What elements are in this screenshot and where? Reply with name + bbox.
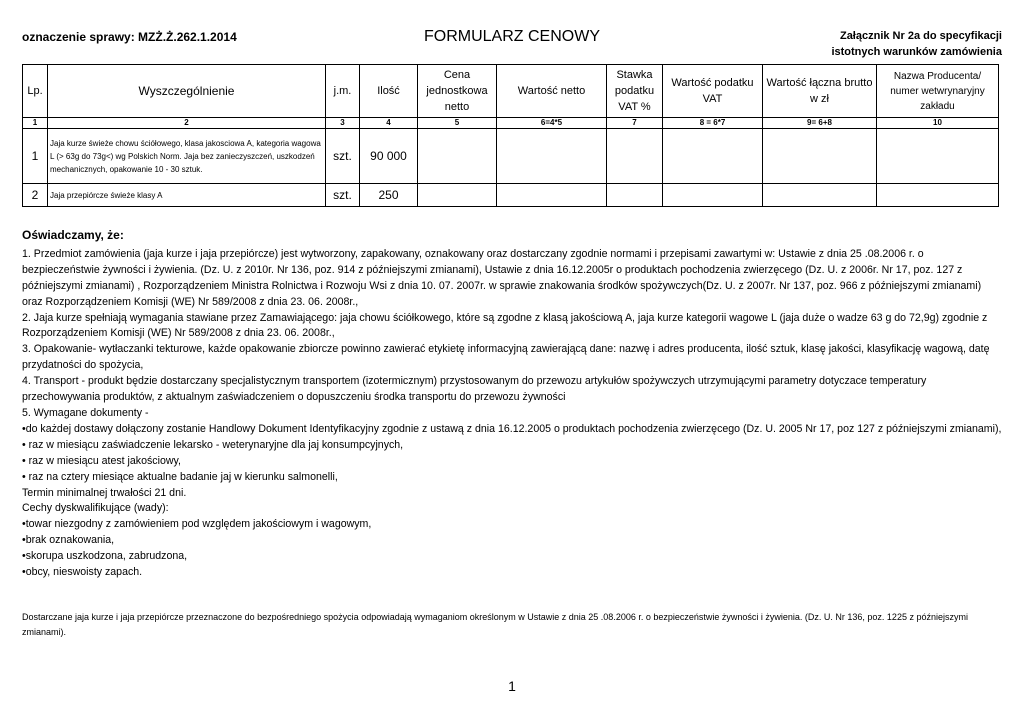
- gross-value-cell[interactable]: [763, 184, 877, 207]
- declaration-line: •obcy, nieswoisty zapach.: [22, 566, 143, 579]
- col-number: 2: [48, 118, 326, 129]
- col-header-gross-value: Wartość łączna brutto w zł: [763, 65, 877, 118]
- declaration-line: •do każdej dostawy dołączony zostanie Handlowy Dokument Identyfikacyjny zgodnie z ustawą z dnia 16.12.2005 o produktach pochodzenia zwierzęcego (Dz. U. 2005 Nr 17, poz 127 z późniejszymi zmianami),: [22, 422, 1002, 435]
- table-row: [23, 129, 999, 184]
- net-value-cell[interactable]: [497, 184, 607, 207]
- row-unit: szt.: [326, 129, 360, 184]
- col-header-vat-value: Wartość podatku VAT: [663, 65, 763, 118]
- col-number: 4: [360, 118, 418, 129]
- declaration-section: [22, 228, 1002, 581]
- vat-rate-cell[interactable]: [607, 184, 663, 207]
- declaration-line: 1. Przedmiot zamówienia (jaja kurze i jaja przepiórcze) jest wytworzony, zapakowany, oznakowany oraz dostarczany zgodnie normami i przepisami zawartymi w: Ustawie z dnia 25 .08.2006 r. o bezpieczeństwie żywności i żywienia. (Dz. U. z 2010r. Nr 136, poz. 914 z późniejszymi zmianami), Ustawie z dnia 16.12.2005r o produktach pochodzenia zwierzęcego (Dz. U. z 2006r. Nr 17, poz. 127 z późniejszymi zmianami) , Rozporządzeniem Ministra Rolnictwa i Rozwoju Wsi z dnia 10. 07. 2007r. w sprawie znakowania środków spożywczych(Dz. U. z 2007r. Nr 137, poz. 966 z późniejszymi zmianami) oraz Rozporządzeniem Komisji (WE) Nr 589/2008 z dnia 23. 06. 2008r.,: [22, 247, 982, 308]
- col-number: 5: [418, 118, 497, 129]
- unit-price-cell[interactable]: [418, 129, 497, 184]
- declaration-line: 2. Jaja kurze spełniają wymagania stawiane przez Zamawiającego: jaja chowu ściółkowego, które są zgodne z klasą jakościową A, jaja kurze kategorii wagowe L (jaja duże o wadze 63 g do 72,9g) zgodnie z Rozporządzeniem Komisji (WE) Nr 589/2008 z dnia 23. 06. 2008r.,: [22, 311, 988, 340]
- declaration-heading: Oświadczamy, że:: [22, 228, 124, 242]
- col-number: 9= 6+8: [763, 118, 877, 129]
- annex-line-2: istotnych warunków zamówienia: [831, 46, 1002, 58]
- col-number: 1: [23, 118, 48, 129]
- col-header-vat-rate: Stawka podatku VAT %: [607, 65, 663, 118]
- table-row: [23, 184, 999, 207]
- declaration-line: •brak oznakowania,: [22, 534, 115, 547]
- row-lp: 1: [23, 129, 48, 184]
- col-number: 6=4*5: [497, 118, 607, 129]
- declaration-line: 3. Opakowanie- wytłaczanki tekturowe, każde opakowanie zbiorcze powinno zawierać etykietę informacyjną zawierającą dane: nazwę i adres producenta, ilość sztuk, klasę jakości, klasyfikację wagową, datę przydatności do spożycia,: [22, 343, 990, 372]
- col-number: 10: [877, 118, 999, 129]
- row-quantity: 250: [360, 184, 418, 207]
- col-header-description: Wyszczególnienie: [48, 65, 326, 118]
- declaration-line: • raz w miesiącu zaświadczenie lekarsko - weterynaryjne dla jaj konsumpcyjnych,: [22, 438, 404, 451]
- declaration-line: Termin minimalnej trwałości 21 dni.: [22, 486, 187, 499]
- col-header-producer: Nazwa Producenta/ numer wetwrynaryjny zakładu: [877, 65, 999, 118]
- declaration-line: • raz w miesiącu atest jakościowy,: [22, 454, 181, 467]
- footer-note: Dostarczane jaja kurze i jaja przepiórcze przeznaczone do bezpośredniego spożycia odpowiadają wymaganiom określonym w Ustawie z dnia 25 .08.2006 r. o bezpieczeństwie żywności i żywienia. (Dz. U. Nr 136, poz. 1225 z późniejszymi zmianami).: [22, 612, 968, 637]
- gross-value-cell[interactable]: [763, 129, 877, 184]
- annex-note: [831, 28, 1002, 60]
- declaration-line: 4. Transport - produkt będzie dostarczany specjalistycznym transportem (izotermicznym) przystosowanym do przewozu artykułów spożywczych utrzymującymi parametry dotyczace temperatury przechowywania produktów, z aktualnym zaświadczeniem o dopuszczeniu środka transportu do przewozu żywności: [22, 375, 927, 404]
- col-header-unit: j.m.: [326, 65, 360, 118]
- declaration-line: •towar niezgodny z zamówieniem pod względem jakościowym i wagowym,: [22, 518, 372, 531]
- row-description: Jaja przepiórcze świeże klasy A: [48, 184, 326, 207]
- unit-price-cell[interactable]: [418, 184, 497, 207]
- declaration-line: Cechy dyskwalifikujące (wady):: [22, 502, 169, 515]
- col-header-quantity: Ilość: [360, 65, 418, 118]
- column-numbers-row: [23, 118, 999, 129]
- declaration-line: • raz na cztery miesiące aktualne badanie jaj w kierunku salmonelli,: [22, 470, 338, 483]
- page-number: 1: [508, 678, 516, 694]
- page-title: FORMULARZ CENOWY: [424, 28, 600, 45]
- producer-cell[interactable]: [877, 129, 999, 184]
- row-unit: szt.: [326, 184, 360, 207]
- vat-rate-cell[interactable]: [607, 129, 663, 184]
- price-table: [22, 64, 999, 207]
- row-description: Jaja kurze świeże chowu ściółowego, klasa jakosciowa A, kategoria wagowa L (> 63g do 73g<) wg Polskich Norm. Jaja bez zanieczyszczeń, uszkodzeń mechanicznych, opakowanie 10 - 30 sztuk.: [48, 129, 326, 184]
- col-number: 8 = 6*7: [663, 118, 763, 129]
- net-value-cell[interactable]: [497, 129, 607, 184]
- row-quantity: 90 000: [360, 129, 418, 184]
- vat-value-cell[interactable]: [663, 129, 763, 184]
- col-number: 7: [607, 118, 663, 129]
- annex-line-1: Załącznik Nr 2a do specyfikacji: [839, 30, 1002, 42]
- producer-cell[interactable]: [877, 184, 999, 207]
- table-header-row: [23, 65, 999, 118]
- declaration-line: •skorupa uszkodzona, zabrudzona,: [22, 550, 188, 563]
- declaration-line: 5. Wymagane dokumenty -: [22, 406, 149, 419]
- col-header-lp: Lp.: [23, 65, 48, 118]
- case-reference: oznaczenie sprawy: MZŻ.Ż.262.1.2014: [22, 30, 237, 44]
- row-lp: 2: [23, 184, 48, 207]
- col-number: 3: [326, 118, 360, 129]
- vat-value-cell[interactable]: [663, 184, 763, 207]
- col-header-net-value: Wartość netto: [497, 65, 607, 118]
- col-header-unit-price: Cena jednostkowa netto: [418, 65, 497, 118]
